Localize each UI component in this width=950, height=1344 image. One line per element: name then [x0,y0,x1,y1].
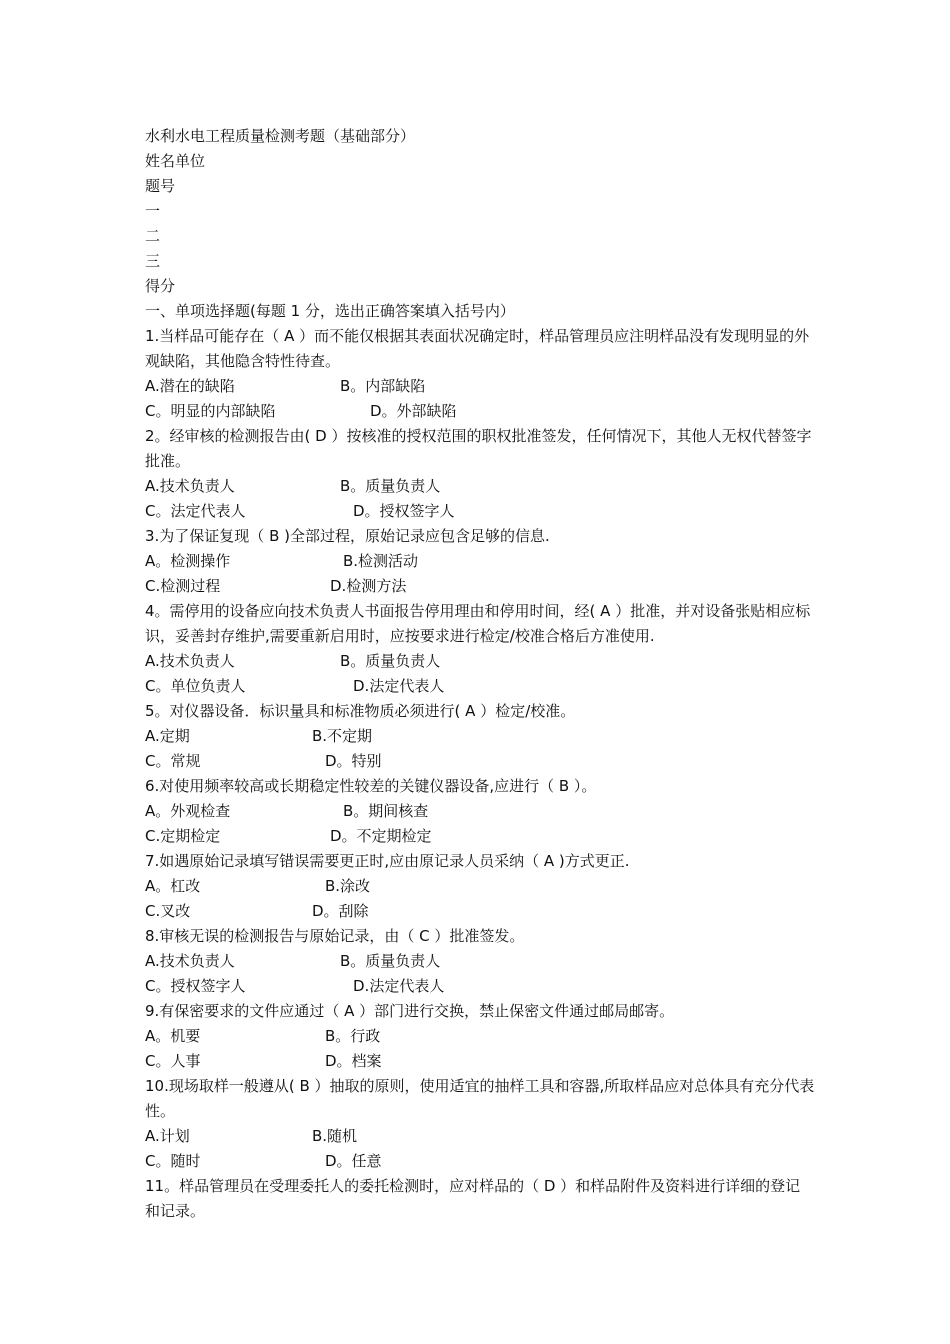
option: A。外观检查 [145,802,231,820]
option: A.计划 [145,1127,190,1145]
option: A.技术负责人 [145,652,235,670]
option-row [145,949,815,974]
option: D.法定代表人 [353,677,445,695]
question-text: 3.为了保证复现（ B )全部过程，原始记录应包含足够的信息. [145,527,550,545]
header-line: 一 [145,202,161,220]
option-row [145,749,815,774]
question-text: 6.对使用频率较高或长期稳定性较差的关键仪器设备,应进行（ B ）。 [145,777,597,795]
option: D。不定期检定 [330,827,432,845]
question-text: 4。需停用的设备应向技术负责人书面报告停用理由和停用时间，经( A ）批准，并对设备张贴相应标识，妥善封存维护,需要重新启用时，应按要求进行检定/校准合格后方准使用. [145,602,811,645]
option-row [145,1049,815,1074]
document-title: 水利水电工程质量检测考题（基础部分） [145,127,416,145]
option: B.不定期 [312,727,373,745]
option-row [145,499,815,524]
option: A。检测操作 [145,552,231,570]
document-content [145,124,815,1224]
option-row [145,374,815,399]
header-line: 题号 [145,177,176,195]
option: D。任意 [325,1152,382,1170]
header-line: 姓名单位 [145,152,206,170]
option: B。期间核查 [343,802,429,820]
option: B.随机 [312,1127,358,1145]
option: B。质量负责人 [340,477,441,495]
question-text: 9.有保密要求的文件应通过（ A ）部门进行交换，禁止保密文件通过邮局邮寄。 [145,1002,675,1020]
option: D。档案 [325,1052,382,1070]
option: B。内部缺陷 [340,377,426,395]
option-row [145,799,815,824]
question-text: 8.审核无误的检测报告与原始记录，由（ C ）批准签发。 [145,927,525,945]
option: D。刮除 [312,902,369,920]
option-row [145,974,815,999]
option-row [145,674,815,699]
option: A.技术负责人 [145,477,235,495]
option-row [145,899,815,924]
option: C.定期检定 [145,827,221,845]
option: B。质量负责人 [340,952,441,970]
section-title: 一、单项选择题(每题 1 分，选出正确答案填入括号内） [145,302,515,320]
question-text: 2。经审核的检测报告由( D ）按核准的授权范围的职权批准签发，任何情况下，其他人无权代替签字批准。 [145,427,812,470]
option: C。随时 [145,1152,201,1170]
option-row [145,1024,815,1049]
question-text: 5。对仪器设备．标识量具和标准物质必须进行( A ）检定/校准。 [145,702,576,720]
option: D。特别 [325,752,382,770]
question-text: 1.当样品可能存在（ A ）而不能仅根据其表面状况确定时，样品管理员应注明样品没有发现明显的外观缺陷，其他隐含特性待查。 [145,327,810,370]
option-row [145,874,815,899]
option-row [145,474,815,499]
option: C。单位负责人 [145,677,246,695]
option: A.潜在的缺陷 [145,377,235,395]
option: C。法定代表人 [145,502,246,520]
option: D.法定代表人 [353,977,445,995]
option: A。杠改 [145,877,201,895]
option: C.检测过程 [145,577,221,595]
option: B。质量负责人 [340,652,441,670]
option-row [145,549,815,574]
option: C。人事 [145,1052,201,1070]
option: B。行政 [325,1027,381,1045]
option: C。常规 [145,752,201,770]
question-text: 7.如遇原始记录填写错误需要更正时,应由原记录人员采纳（ A )方式更正. [145,852,630,870]
option-row [145,724,815,749]
option: A.技术负责人 [145,952,235,970]
option: A。机要 [145,1027,201,1045]
option: D。外部缺陷 [370,402,457,420]
option-row [145,649,815,674]
option: D.检测方法 [330,577,407,595]
option: B.涂改 [325,877,371,895]
option: C。授权签字人 [145,977,246,995]
option-row [145,1149,815,1174]
option-row [145,1124,815,1149]
option-row [145,399,815,424]
option: C。明显的内部缺陷 [145,402,276,420]
question-text: 10.现场取样一般遵从( B ）抽取的原则，使用适宜的抽样工具和容器,所取样品应对总体具有充分代表性。 [145,1077,815,1120]
option-row [145,824,815,849]
option: D。授权签字人 [353,502,455,520]
question-text: 11。样品管理员在受理委托人的委托检测时，应对样品的（ D ）和样品附件及资料进行详细的登记和记录。 [145,1177,801,1220]
option: C.叉改 [145,902,191,920]
header-line: 三 [145,252,161,270]
option: A.定期 [145,727,190,745]
header-line: 二 [145,227,161,245]
option-row [145,574,815,599]
option: B.检测活动 [343,552,419,570]
header-line: 得分 [145,277,176,295]
